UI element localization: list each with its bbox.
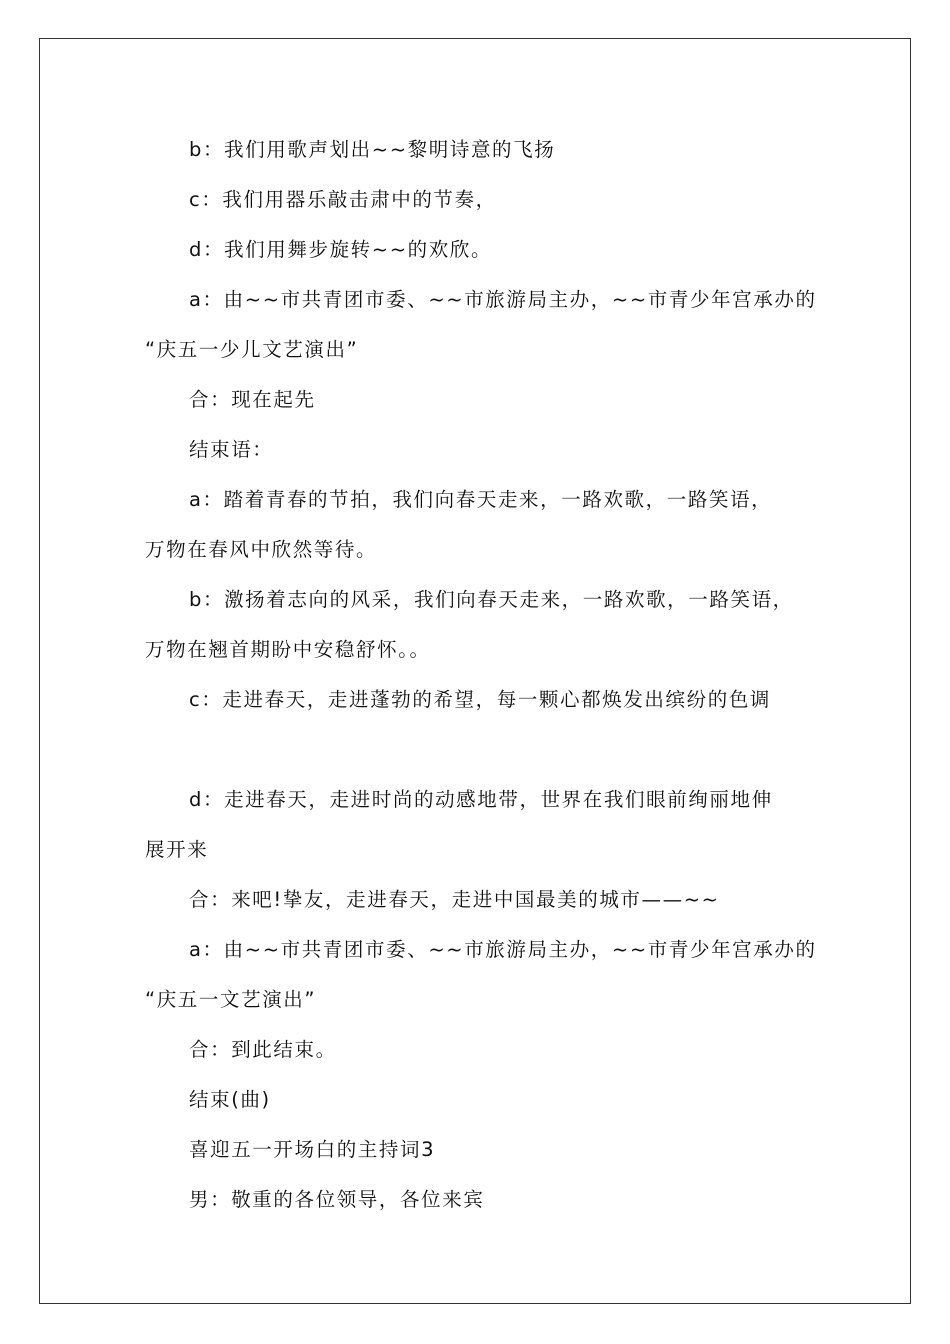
text-line: “庆五一少儿文艺演出” [145, 338, 359, 361]
text-line: 合：现在起先 [189, 388, 316, 411]
text-line: 合：到此结束。 [189, 1038, 337, 1061]
text-line: b：激扬着志向的风采，我们向春天走来，一路欢歌，一路笑语， [189, 588, 794, 611]
text-line: 万物在春风中欣然等待。 [145, 538, 378, 561]
text-line: 合：来吧!挚友，走进春天，走进中国最美的城市——~~ [189, 888, 720, 911]
text-line: d：走进春天，走进时尚的动感地带，世界在我们眼前绚丽地伸 [189, 788, 773, 811]
text-line: 展开来 [145, 838, 209, 861]
text-line: a：由~~市共青团市委、~~市旅游局主办，~~市青少年宫承办的 [189, 288, 817, 311]
text-line: b：我们用歌声划出~~黎明诗意的飞扬 [189, 138, 556, 161]
text-line: c：走进春天，走进蓬勃的希望，每一颗心都焕发出缤纷的色调 [189, 688, 772, 711]
section-heading: 结束语： [189, 438, 274, 461]
text-line: “庆五一文艺演出” [145, 988, 317, 1011]
text-line: c：我们用器乐敲击肃中的节奏， [189, 188, 497, 211]
text-line: a：由~~市共青团市委、~~市旅游局主办，~~市青少年宫承办的 [189, 938, 817, 961]
blank-line [145, 730, 825, 780]
text-line: a：踏着青春的节拍，我们向春天走来，一路欢歌，一路笑语， [189, 488, 773, 511]
document-body [145, 130, 825, 1230]
section-title: 喜迎五一开场白的主持词3 [189, 1138, 436, 1161]
text-line: d：我们用舞步旋转~~的欢欣。 [189, 238, 493, 261]
text-line: 万物在翘首期盼中安稳舒怀。。 [145, 638, 431, 661]
text-line: 结束(曲) [189, 1088, 271, 1111]
text-line: 男：敬重的各位领导，各位来宾 [189, 1188, 485, 1211]
